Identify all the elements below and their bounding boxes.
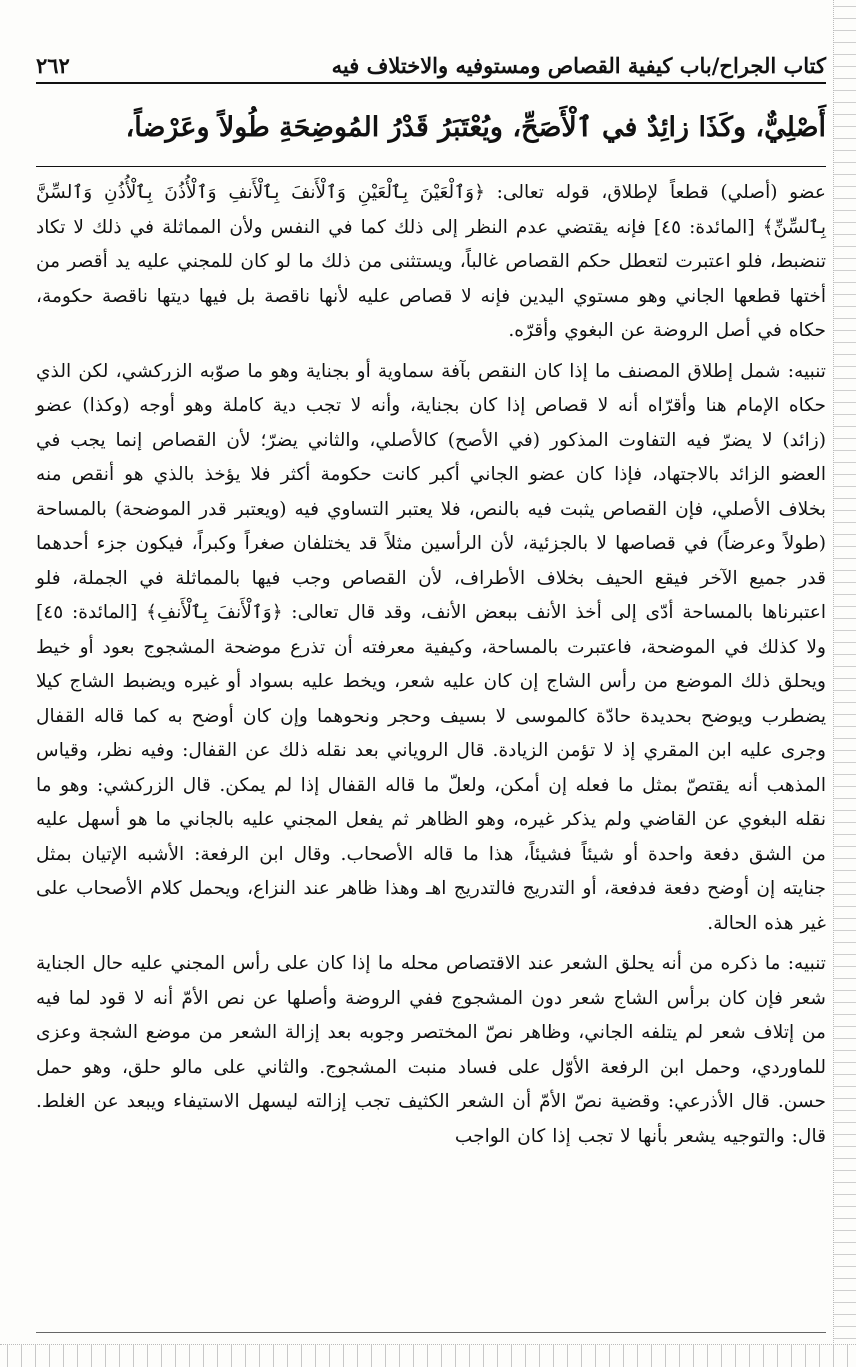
page-number: ٢٦٢ (36, 53, 70, 78)
decorative-border-right (833, 0, 856, 1367)
commentary-paragraph-2: تنبيه: شمل إطلاق المصنف ما إذا كان النقص بآفة سماوية أو بجناية وهو ما صوّبه الزركشي، لكن الذي حكاه الإمام هنا وأقرّاه أنه لا قصاص إذا كان بجناية، وأنه لا تجب دية كاملة وهو أوجه (وكذا) عضو (زائد) لا يضرّ فيه التفاوت المذكور (في الأصح) كالأصلي، والثاني يضرّ؛ لأن القصاص إنما يجب في العضو الزائد بالاجتهاد، فإذا كان عضو الجاني أكبر كانت حكومة أكثر فلا يؤخذ بالذي هو أنقص منه بخلاف الأصلي، فإن القصاص يثبت فيه بالنص، فلا يعتبر التساوي فيه (ويعتبر قدر الموضحة) بالمساحة (طولاً وعرضاً) في قصاصها لا بالجزئية، لأن الرأسين مثلاً قد يختلفان صغراً وكبراً، فيكون جزء أحدهما قدر جميع الآخر فيقع الحيف بخلاف الأطراف، لأن القصاص وجب فيها بالمماثلة في الجملة، فلو اعتبرناها بالمساحة أدّى إلى أخذ الأنف ببعض الأنف، وقد قال تعالى: ﴿وَٱلْأَنفَ بِٱلْأَنفِ﴾ [المائدة: ٤٥] ولا كذلك في الموضحة، فاعتبرت بالمساحة، وكيفية معرفته أن تذرع موضحة المشجوج بعود أو خيط ويحلق ذلك الموضع من رأس الشاج إن كان عليه شعر، ويخط عليه بسواد أو غيره ويضبط الشاج كيلا يضطرب ويوضح بحديدة حادّة كالموسى لا بسيف وحجر ونحوهما وإن كان أوضح به كما قاله القفال وجرى عليه ابن المقري إذ لا تؤمن الزيادة. قال الروياني بعد نقله ذلك عن القفال: وفيه نظر، وقياس المذهب أنه يقتصّ بمثل ما فعله إن أمكن، ولعلّ ما قاله القفال إذا لم يمكن. قال الزركشي: وهو ما نقله البغوي عن القاضي ولم يذكر غيره، وهو الظاهر ثم يفعل المجني عليه بالجاني ما هو أسهل عليه من الشق دفعة واحدة أو شيئاً فشيئاً، هذا ما قاله الأصحاب. وقال ابن الرفعة: الأشبه الإتيان بمثل جنايته إن أوضح دفعة فدفعة، أو التدريج فالتدريج اهـ وهذا ظاهر عند النزاع، ويحمل كلام الأصحاب على غير هذه الحالة. (36, 360, 826, 934)
separator-line (36, 166, 826, 167)
matn-text: أَصْلِيٌّ، وكَذَا زائِدٌ في ٱلْأَصَحِّ، ويُعْتَبَرُ قَدْرُ المُوضِحَةِ طُولاً وعَرْضاً، (125, 112, 826, 143)
commentary-paragraph-1: عضو (أصلي) قطعاً لإطلاق، قوله تعالى: ﴿وَٱلْعَيْنَ بِٱلْعَيْنِ وَٱلْأَنفَ بِٱلْأَنفِ وَٱلْأُذُنَ بِٱلْأُذُنِ وَٱلسِّنَّ بِٱلسِّنِّ﴾ [المائدة: ٤٥] فإنه يقتضي عدم النظر إلى ذلك كما في النفس ولأن المماثلة في ذلك لا تكاد تنضبط، فلو اعتبرت لتعطل حكم القصاص غالباً، ويستثنى من ذلك ما لو كان للمجني عليه يد أقصر من أختها قطعها الجاني وهو مستوي اليدين فإنه لا قصاص عليه لأنها ناقصة بل فيها ديتها ناقصة حكومة، حكاه في أصل الروضة عن البغوي وأقرّه. (36, 182, 827, 341)
commentary-paragraph-3: تنبيه: ما ذكره من أنه يحلق الشعر عند الاقتصاص محله ما إذا كان على رأس المجني عليه حال الجناية شعر فإن كان برأس الشاج شعر دون المشجوج ففي الروضة وأصلها عن نص الأمّ أنه لا قود لما فيه من إتلاف شعر لم يتلفه الجاني، وظاهر نصّ المختصر وجوبه بعد إزالة الشعر من موضع الشجة وعزى للماوردي، وحمل ابن الرفعة الأوّل على فساد منبت المشجوج. والثاني على مالو حلق، وهو حمل حسن. قال الأذرعي: وقضية نصّ الأمّ أن الشعر الكثيف تجب إزالته ليسهل الاستيفاء ويبعد عن الغلط. قال: والتوجيه يشعر بأنها لا تجب إذا كان الواجب (36, 953, 826, 1147)
commentary (36, 176, 826, 1160)
page-header (36, 38, 826, 84)
running-title: كتاب الجراح/باب كيفية القصاص ومستوفيه والاختلاف فيه (331, 53, 826, 78)
decorative-border-bottom (0, 1344, 856, 1367)
bottom-line (36, 1332, 826, 1333)
